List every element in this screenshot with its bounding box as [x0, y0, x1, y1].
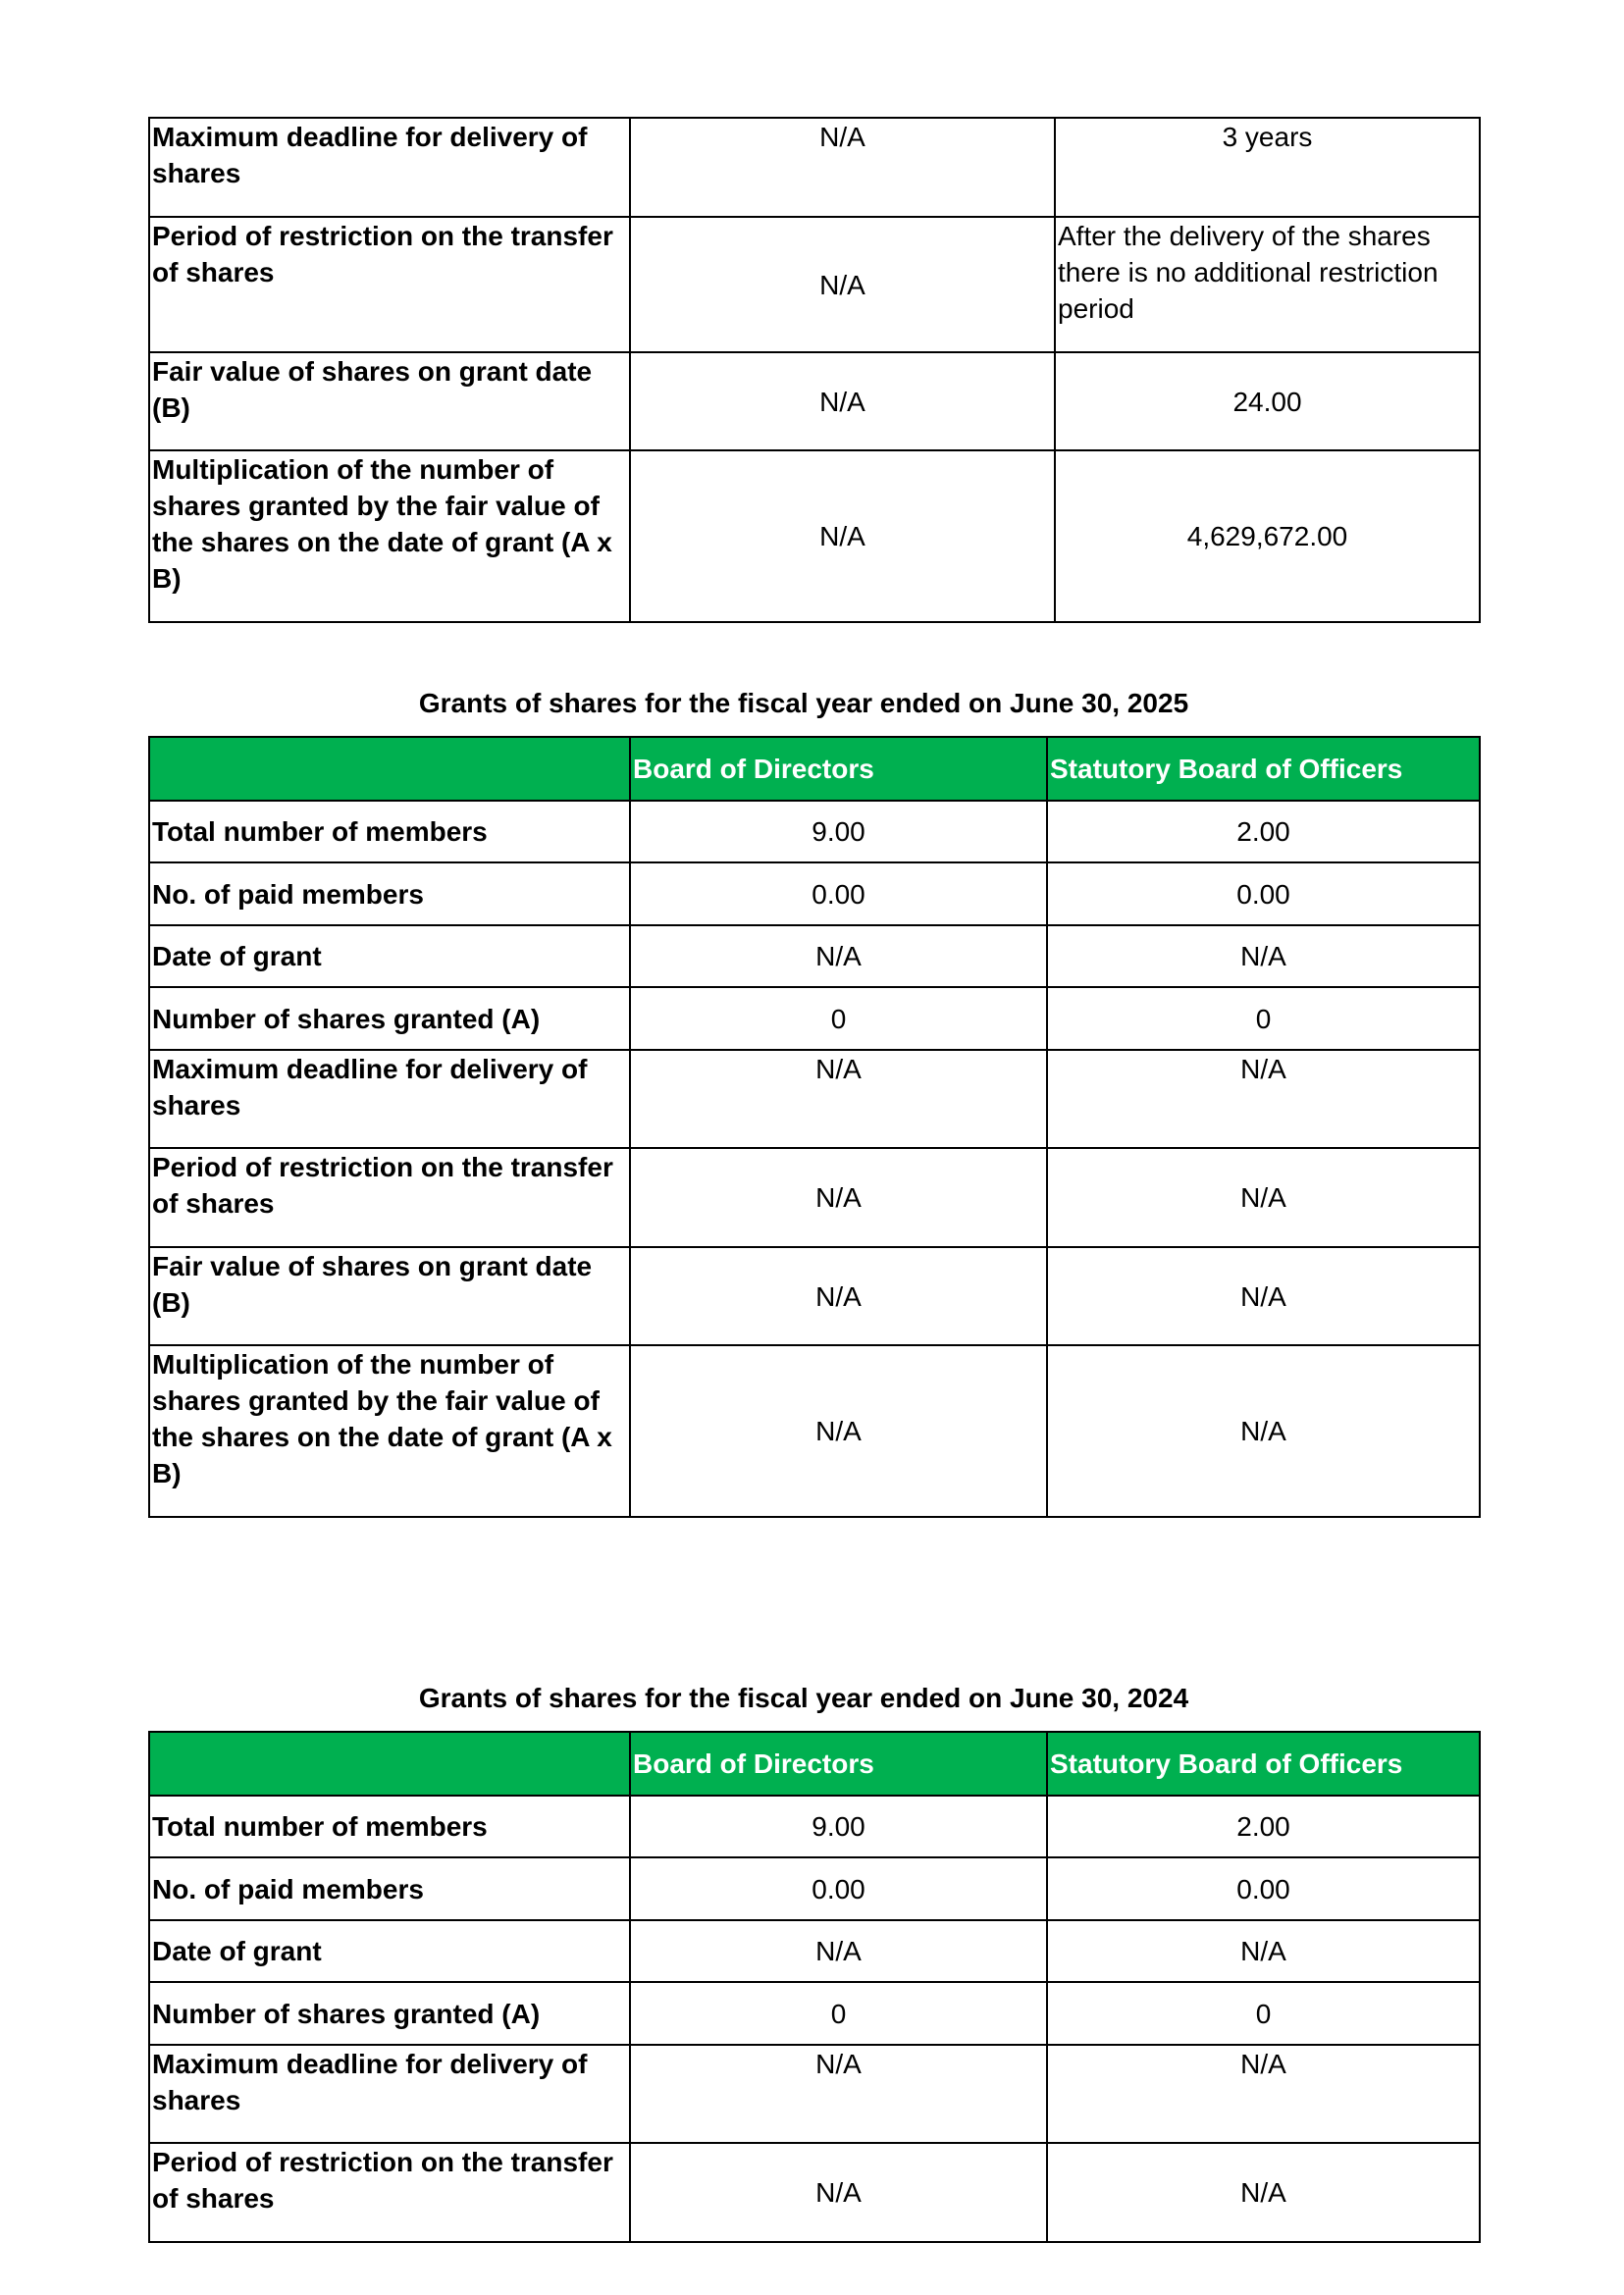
board-of-directors-value: N/A — [630, 1345, 1047, 1517]
board-of-directors-value: N/A — [630, 217, 1055, 352]
table-header-row — [149, 737, 1480, 801]
table-row — [149, 2143, 1480, 2242]
row-label: Total number of members — [149, 1796, 630, 1857]
header-board-of-directors: Board of Directors — [630, 737, 1047, 801]
statutory-board-value: N/A — [1047, 1148, 1480, 1247]
table-row — [149, 1857, 1480, 1920]
board-of-directors-value: N/A — [630, 352, 1055, 450]
row-label: Number of shares granted (A) — [149, 987, 630, 1050]
board-of-directors-value: 9.00 — [630, 801, 1047, 862]
row-label: No. of paid members — [149, 1857, 630, 1920]
header-statutory-board: Statutory Board of Officers — [1047, 1732, 1480, 1796]
board-of-directors-value: 0 — [630, 987, 1047, 1050]
header-blank — [149, 737, 630, 801]
row-label: Total number of members — [149, 801, 630, 862]
statutory-board-value: 0.00 — [1047, 1857, 1480, 1920]
table-row — [149, 2045, 1480, 2143]
row-label: Multiplication of the number of shares granted by the fair value of the shares on the date of grant (A x B) — [149, 1345, 630, 1517]
board-of-directors-value: N/A — [630, 450, 1055, 622]
row-label: Period of restriction on the transfer of shares — [149, 217, 630, 352]
table-row — [149, 925, 1480, 987]
table-title-2024: Grants of shares for the fiscal year ended on June 30, 2024 — [418, 1683, 1189, 1713]
header-board-of-directors: Board of Directors — [630, 1732, 1047, 1796]
statutory-board-value: 3 years — [1055, 118, 1480, 217]
grants-table-2025 — [148, 736, 1481, 1518]
board-of-directors-value: N/A — [630, 1050, 1047, 1148]
table-row — [149, 1920, 1480, 1982]
row-label: Maximum deadline for delivery of shares — [149, 2045, 630, 2143]
row-label: Date of grant — [149, 1920, 630, 1982]
statutory-board-value: N/A — [1047, 1345, 1480, 1517]
statutory-board-value: N/A — [1047, 2045, 1480, 2143]
table-row — [149, 1148, 1480, 1247]
table-row — [149, 217, 1480, 352]
board-of-directors-value: 0.00 — [630, 1857, 1047, 1920]
statutory-board-value: After the delivery of the shares there is no additional restriction period — [1055, 217, 1480, 352]
row-label: Maximum deadline for delivery of shares — [149, 118, 630, 217]
table-row — [149, 987, 1480, 1050]
table-row — [149, 1247, 1480, 1345]
table-title-2025: Grants of shares for the fiscal year ended on June 30, 2025 — [418, 688, 1189, 718]
table-row — [149, 862, 1480, 925]
statutory-board-value: N/A — [1047, 1050, 1480, 1148]
grants-table-continued — [148, 117, 1481, 623]
row-label: Multiplication of the number of shares granted by the fair value of the shares on the date of grant (A x B) — [149, 450, 630, 622]
row-label: Period of restriction on the transfer of shares — [149, 2143, 630, 2242]
statutory-board-value: 2.00 — [1047, 1796, 1480, 1857]
table-row — [149, 1982, 1480, 2045]
row-label: Date of grant — [149, 925, 630, 987]
table-row — [149, 352, 1480, 450]
table-row — [149, 1050, 1480, 1148]
table-row — [149, 450, 1480, 622]
board-of-directors-value: N/A — [630, 118, 1055, 217]
grants-table-2024 — [148, 1731, 1481, 2243]
board-of-directors-value: N/A — [630, 925, 1047, 987]
board-of-directors-value: 0 — [630, 1982, 1047, 2045]
row-label: Fair value of shares on grant date (B) — [149, 352, 630, 450]
table-row — [149, 1796, 1480, 1857]
board-of-directors-value: N/A — [630, 1148, 1047, 1247]
row-label: Maximum deadline for delivery of shares — [149, 1050, 630, 1148]
table-row — [149, 118, 1480, 217]
row-label: Number of shares granted (A) — [149, 1982, 630, 2045]
board-of-directors-value: N/A — [630, 1247, 1047, 1345]
statutory-board-value: 2.00 — [1047, 801, 1480, 862]
board-of-directors-value: N/A — [630, 1920, 1047, 1982]
statutory-board-value: N/A — [1047, 1247, 1480, 1345]
statutory-board-value: N/A — [1047, 2143, 1480, 2242]
statutory-board-value: 24.00 — [1055, 352, 1480, 450]
row-label: Period of restriction on the transfer of shares — [149, 1148, 630, 1247]
statutory-board-value: 0.00 — [1047, 862, 1480, 925]
table-row — [149, 801, 1480, 862]
board-of-directors-value: 9.00 — [630, 1796, 1047, 1857]
header-blank — [149, 1732, 630, 1796]
board-of-directors-value: N/A — [630, 2045, 1047, 2143]
statutory-board-value: 4,629,672.00 — [1055, 450, 1480, 622]
row-label: Fair value of shares on grant date (B) — [149, 1247, 630, 1345]
statutory-board-value: 0 — [1047, 987, 1480, 1050]
table-row — [149, 1345, 1480, 1517]
board-of-directors-value: N/A — [630, 2143, 1047, 2242]
board-of-directors-value: 0.00 — [630, 862, 1047, 925]
statutory-board-value: N/A — [1047, 1920, 1480, 1982]
row-label: No. of paid members — [149, 862, 630, 925]
table-header-row — [149, 1732, 1480, 1796]
statutory-board-value: N/A — [1047, 925, 1480, 987]
statutory-board-value: 0 — [1047, 1982, 1480, 2045]
header-statutory-board: Statutory Board of Officers — [1047, 737, 1480, 801]
